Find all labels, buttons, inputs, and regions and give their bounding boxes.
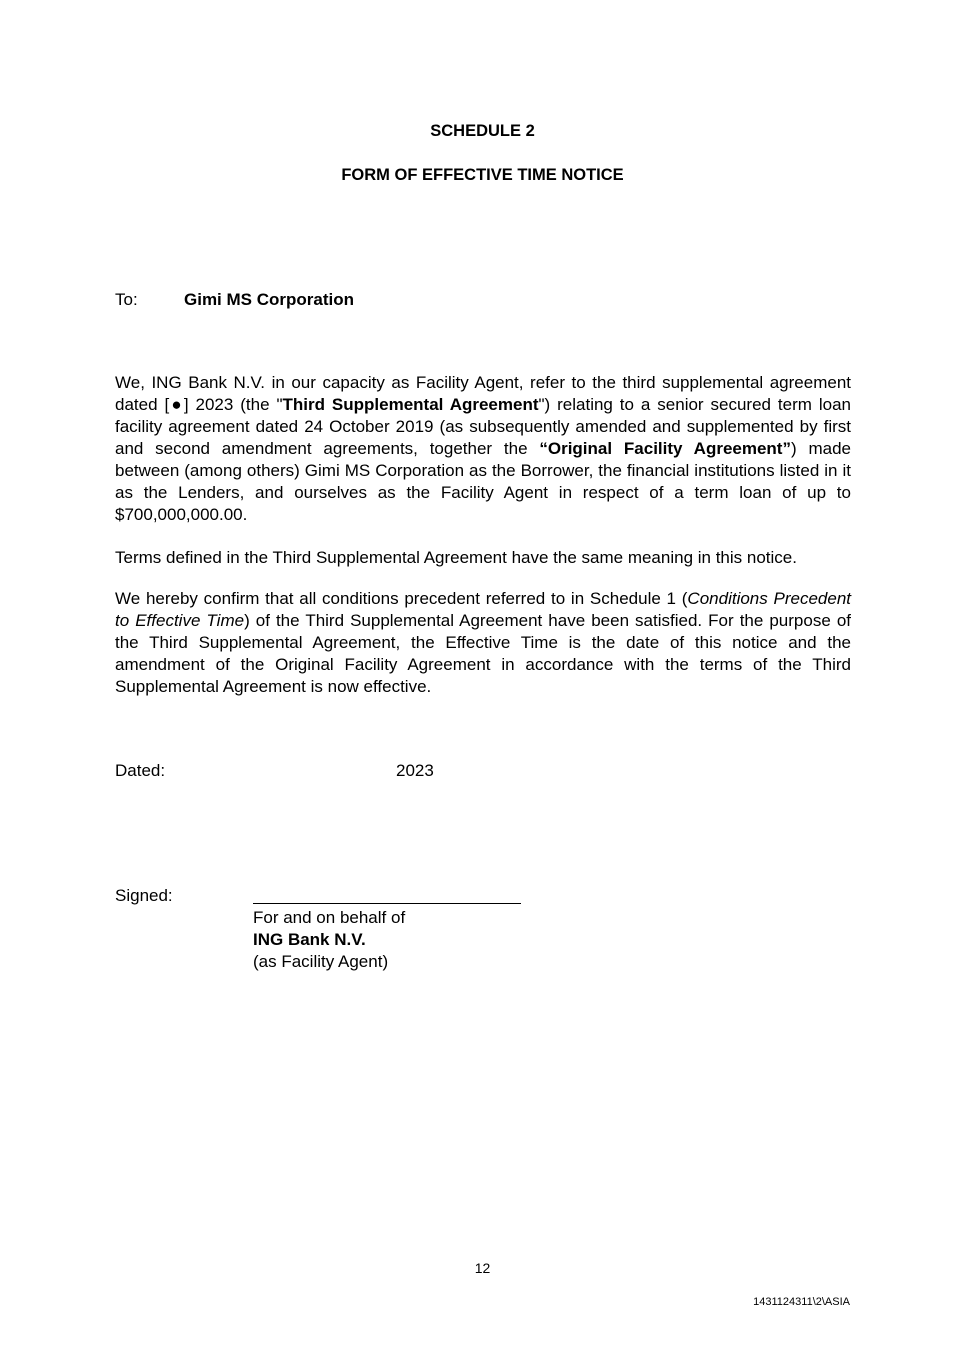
signature-company: ING Bank N.V. xyxy=(253,930,366,949)
p1-bold-term-1: Third Supplemental Agreement xyxy=(282,395,539,414)
paragraph-definitions: Terms defined in the Third Supplemental Agreement have the same meaning in this notice. xyxy=(115,548,797,567)
signed-label: Signed: xyxy=(115,886,173,905)
p1-text-1: We, ING Bank N.V. in our capacity as Facility Agent, refer to the third supplemental agreement dated [●] 2023 (the " xyxy=(115,373,851,414)
p3-text-1: We hereby confirm that all conditions precedent referred to in Schedule 1 ( xyxy=(115,589,688,608)
document-reference: 1431124311\2\ASIA xyxy=(753,1296,850,1308)
signature-capacity: (as Facility Agent) xyxy=(253,952,389,971)
to-label: To: xyxy=(115,290,138,309)
schedule-heading: SCHEDULE 2 xyxy=(430,122,535,140)
p1-text-2: ") relating to a senior secured term loan facility agreement dated 24 October 2019 (as subsequently amended and supplemented by first and second amendment agreements, together the xyxy=(115,395,851,458)
dated-year: 2023 xyxy=(396,761,434,780)
dated-label: Dated: xyxy=(115,761,166,780)
notice-title: FORM OF EFFECTIVE TIME NOTICE xyxy=(341,166,624,184)
page-number: 12 xyxy=(474,1260,491,1276)
paragraph-confirmation xyxy=(115,588,851,698)
signature-on-behalf: For and on behalf of xyxy=(253,908,406,927)
p3-text-2: ) of the Third Supplemental Agreement have been satisfied. For the purpose of the Third Supplemental Agreement, the Effective Time is the date of this notice and the amendment of the Original Facility Agreement in accordance with the terms of the Third Supplemental Agreement is now effective. xyxy=(115,611,851,696)
p3-italic-term: Conditions Precedent to Effective Time xyxy=(115,589,851,630)
paragraph-reference xyxy=(115,372,851,526)
addressee-name: Gimi MS Corporation xyxy=(184,290,354,309)
p1-bold-term-2: “Original Facility Agreement” xyxy=(539,439,791,458)
signature-line xyxy=(253,903,521,904)
p1-text-3: ) made between (among others) Gimi MS Corporation as the Borrower, the financial institutions listed in it as the Lenders, and ourselves as the Facility Agent in respect of a term loan of up to $700,000,000.00. xyxy=(115,439,851,524)
